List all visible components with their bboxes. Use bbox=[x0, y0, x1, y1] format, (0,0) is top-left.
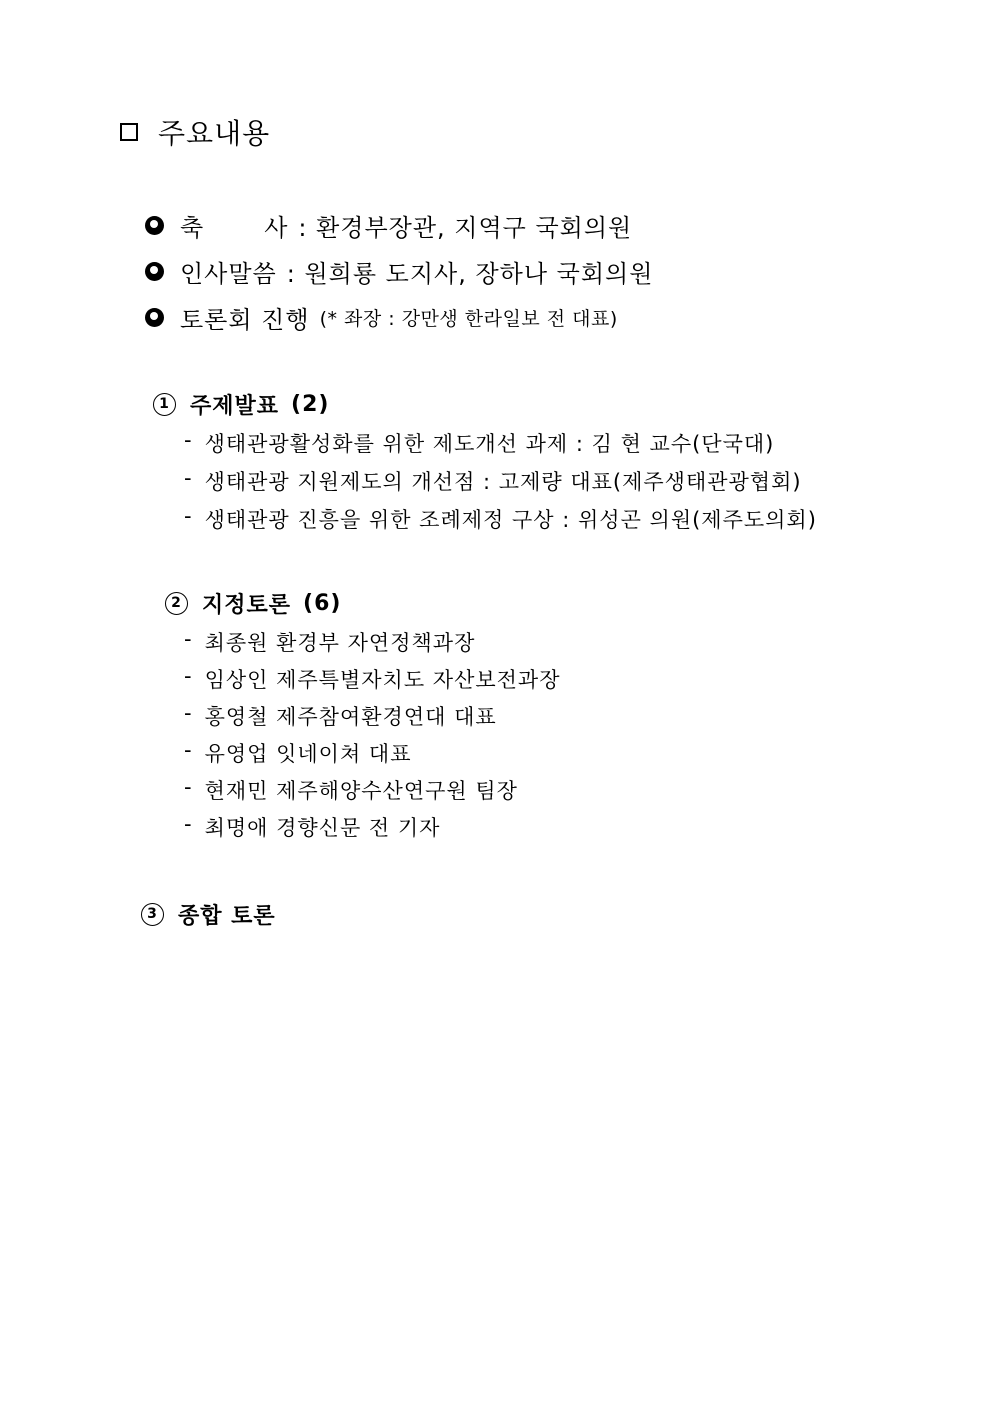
bullet-label-suffix: 사 bbox=[264, 214, 289, 242]
heading-count: (6) bbox=[303, 591, 342, 616]
general-discussion-heading bbox=[141, 899, 276, 930]
list-item: - 생태관광 지원제도의 개선점 : 고제량 대표(제주생태관광협회) bbox=[184, 466, 802, 494]
list-item-text: 유영업 잇네이쳐 대표 bbox=[204, 742, 412, 766]
list-item-text: 현재민 제주해양수산연구원 팀장 bbox=[204, 779, 518, 803]
bullet-label: 인사말씀 bbox=[180, 260, 277, 288]
bullet-text: : 환경부장관, 지역구 국회의원 bbox=[298, 214, 633, 242]
bullet-moderation bbox=[145, 300, 618, 335]
section-title bbox=[120, 112, 270, 152]
ring-bullet-icon bbox=[145, 216, 164, 235]
circled-number-icon: 3 bbox=[141, 903, 164, 926]
section-title-text: 주요내용 bbox=[158, 117, 271, 150]
heading-title: 지정토론 bbox=[202, 593, 292, 618]
bullet-congratulatory bbox=[145, 208, 632, 243]
list-item: - 최명애 경향신문 전 기자 bbox=[184, 812, 441, 840]
list-item: - 생태관광활성화를 위한 제도개선 과제 : 김 현 교수(단국대) bbox=[184, 428, 775, 456]
topic-presentations-heading bbox=[153, 389, 329, 420]
heading-title: 종합 토론 bbox=[178, 904, 276, 929]
list-item: - 최종원 환경부 자연정책과장 bbox=[184, 627, 476, 655]
list-item-text: 생태관광활성화를 위한 제도개선 과제 : 김 현 교수(단국대) bbox=[204, 432, 775, 456]
list-item: - 현재민 제주해양수산연구원 팀장 bbox=[184, 775, 518, 803]
ring-bullet-icon bbox=[145, 262, 164, 281]
square-bullet-icon bbox=[120, 123, 138, 141]
list-item-text: 홍영철 제주참여환경연대 대표 bbox=[204, 705, 497, 729]
bullet-greeting bbox=[145, 254, 653, 289]
bullet-label: 토론회 진행 bbox=[180, 306, 310, 334]
list-item: - 생태관광 진흥을 위한 조례제정 구상 : 위성곤 의원(제주도의회) bbox=[184, 504, 817, 532]
list-item: - 홍영철 제주참여환경연대 대표 bbox=[184, 701, 497, 729]
designated-discussion-heading bbox=[165, 588, 341, 619]
circled-number-icon: 1 bbox=[153, 393, 176, 416]
ring-bullet-icon bbox=[145, 308, 164, 327]
bullet-label: 축 bbox=[180, 214, 205, 242]
list-item-text: 임상인 제주특별자치도 자산보전과장 bbox=[204, 668, 561, 692]
heading-count: (2) bbox=[291, 392, 330, 417]
heading-title: 주제발표 bbox=[190, 394, 280, 419]
bullet-text: : 원희룡 도지사, 장하나 국회의원 bbox=[286, 260, 654, 288]
list-item-text: 최명애 경향신문 전 기자 bbox=[204, 816, 441, 840]
list-item-text: 생태관광 지원제도의 개선점 : 고제량 대표(제주생태관광협회) bbox=[204, 470, 802, 494]
list-item: - 유영업 잇네이쳐 대표 bbox=[184, 738, 412, 766]
bullet-note: (* 좌장 : 강만생 한라일보 전 대표) bbox=[319, 308, 618, 330]
list-item-text: 최종원 환경부 자연정책과장 bbox=[204, 631, 476, 655]
list-item: - 임상인 제주특별자치도 자산보전과장 bbox=[184, 664, 561, 692]
circled-number-icon: 2 bbox=[165, 592, 188, 615]
list-item-text: 생태관광 진흥을 위한 조례제정 구상 : 위성곤 의원(제주도의회) bbox=[204, 508, 817, 532]
